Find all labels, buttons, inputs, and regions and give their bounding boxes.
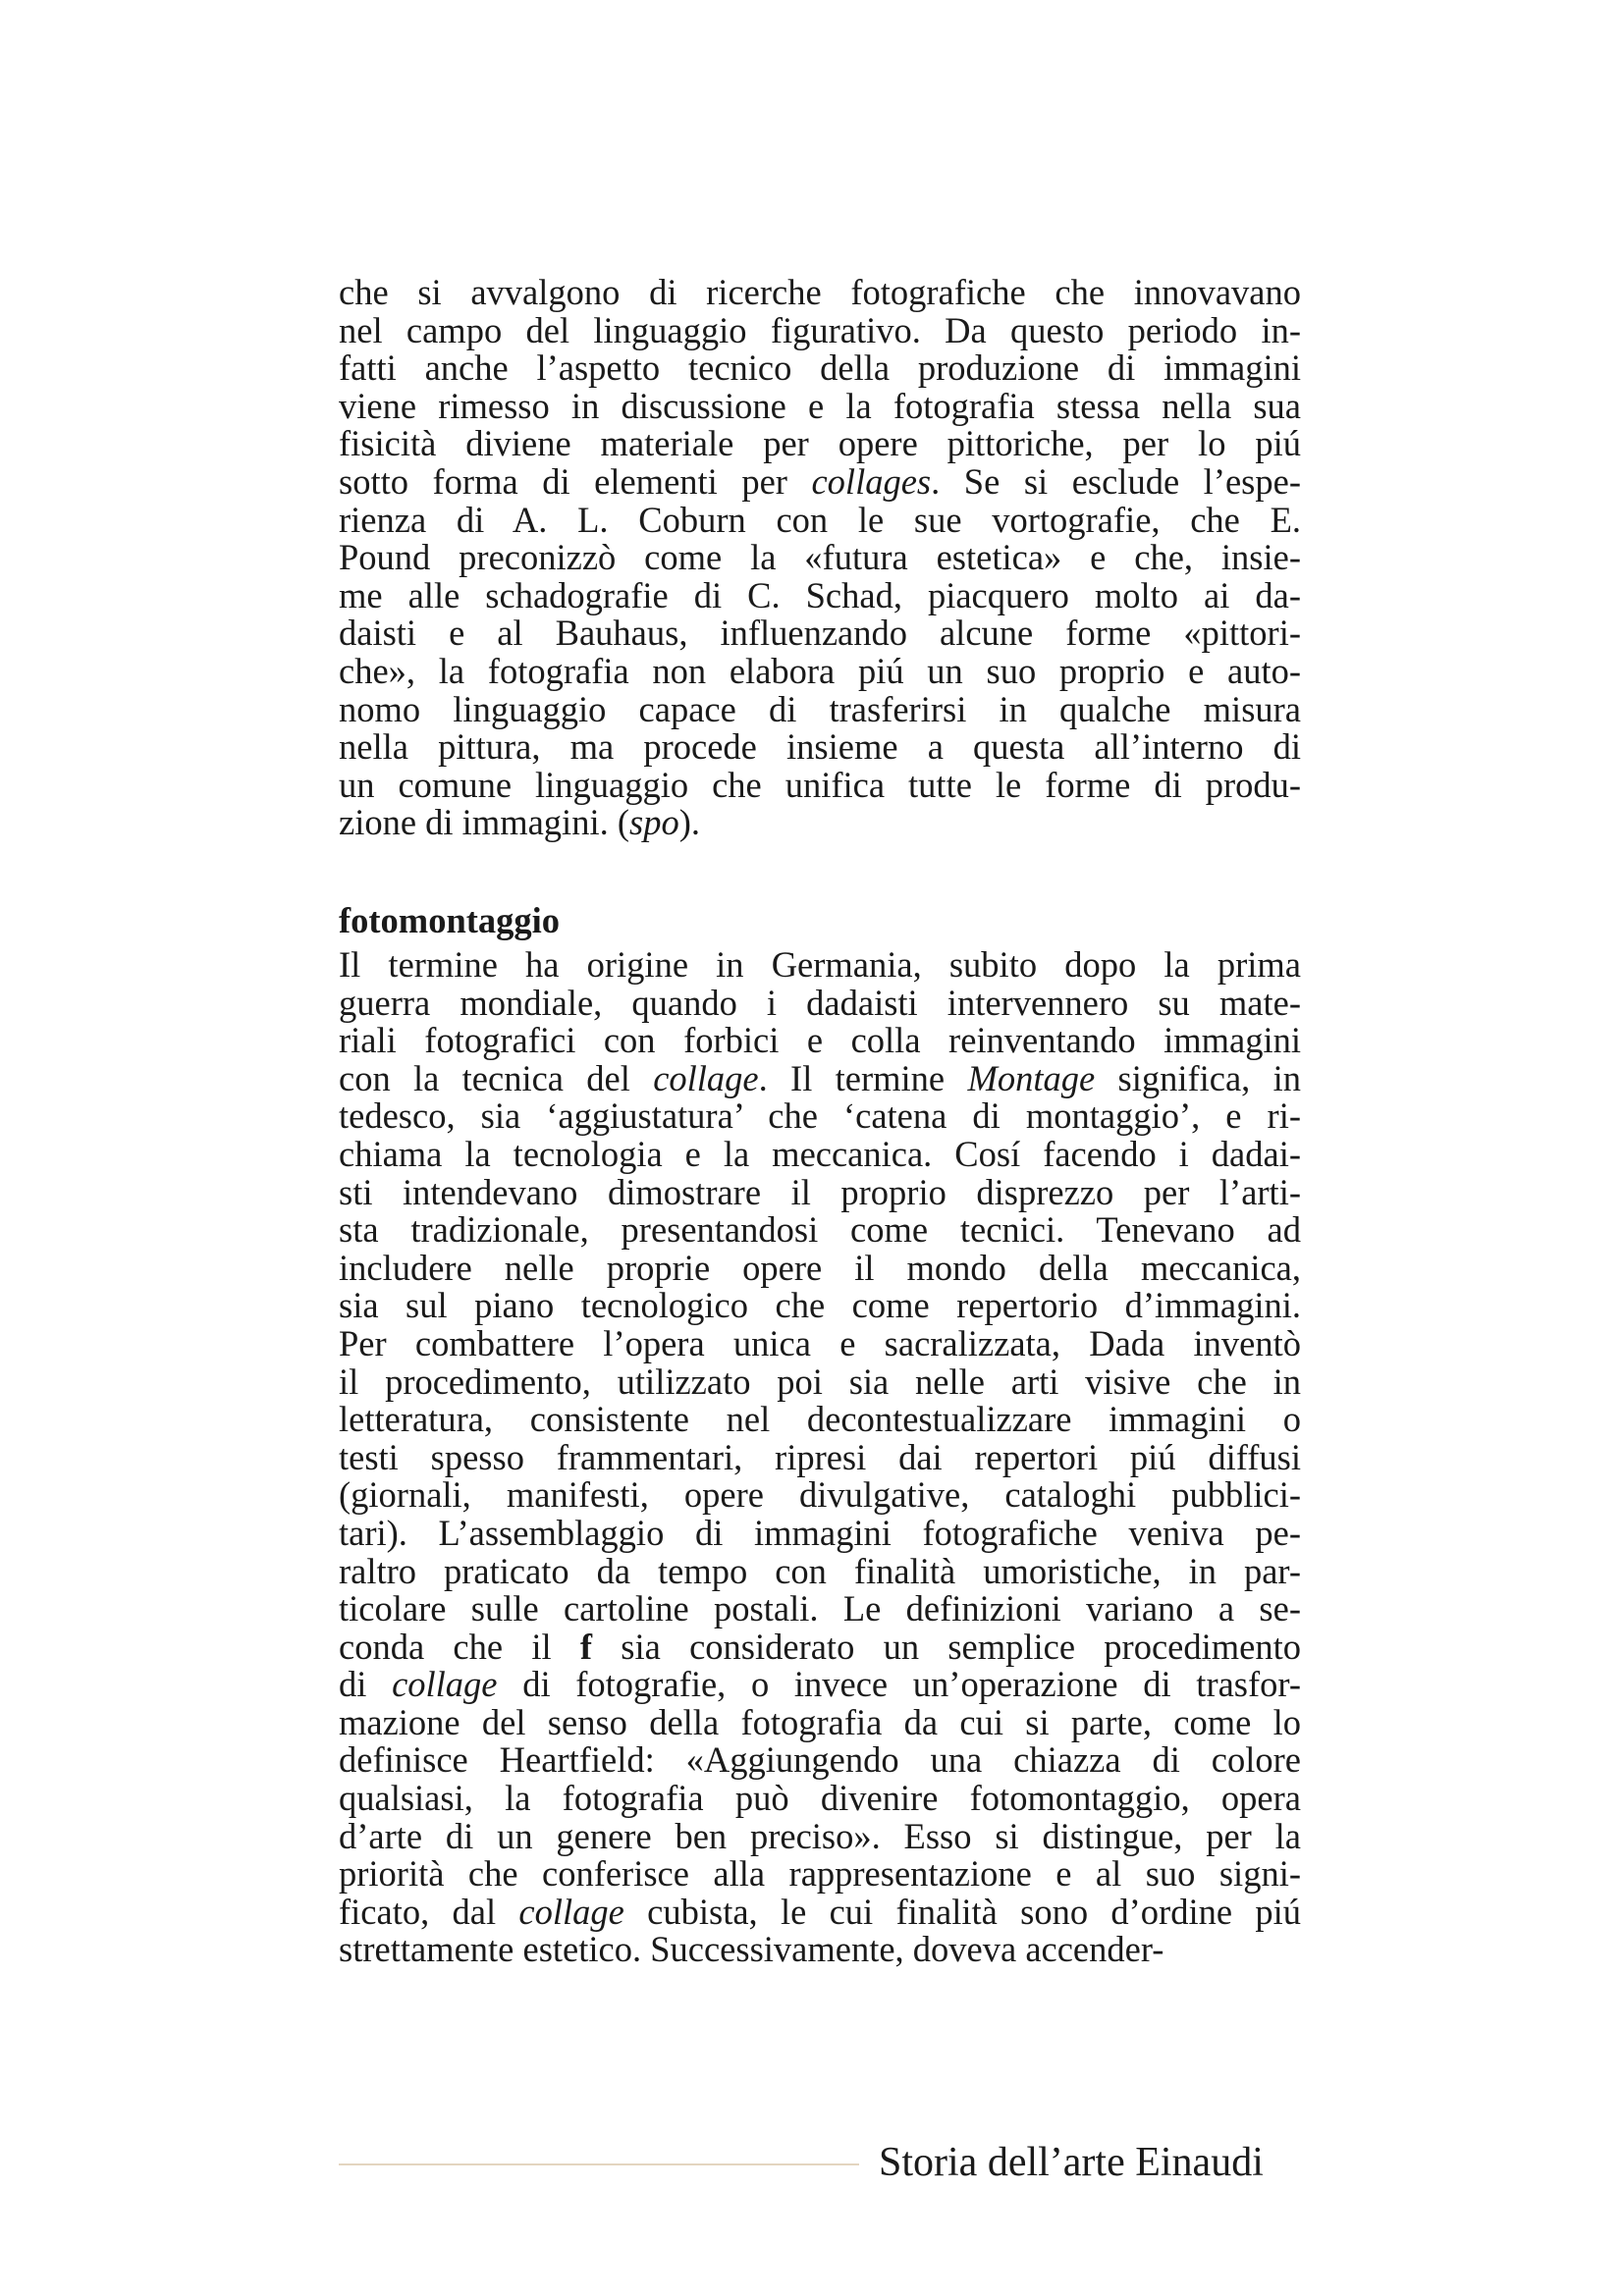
text-line: daisti e al Bauhaus, influenzando alcune forme «pittori- xyxy=(339,613,1301,654)
text-line: qualsiasi, la fotografia può divenire fotomontaggio, opera xyxy=(339,1778,1301,1819)
text-line: zione di immagini. (spo). xyxy=(339,802,700,843)
text-line: sti intendevano dimostrare il proprio disprezzo per l’arti- xyxy=(339,1171,1301,1212)
text-line: chiama la tecnologia e la meccanica. Cosí facendo i dadai- xyxy=(339,1133,1301,1174)
footer-book-title: Storia dell’arte Einaudi xyxy=(879,2140,1264,2185)
text-line: il procedimento, utilizzato poi sia nelle arti visive che in xyxy=(339,1361,1301,1402)
text-line: (giornali, manifesti, opere divulgative, cataloghi pubblici- xyxy=(339,1474,1301,1516)
text-line: definisce Heartfield: «Aggiungendo una chiazza di colore xyxy=(339,1739,1301,1781)
text-line: rienza di A. L. Coburn con le sue vortografie, che E. xyxy=(339,499,1301,540)
footer-divider xyxy=(339,2163,859,2165)
text-line: includere nelle proprie opere il mondo della meccanica, xyxy=(339,1247,1301,1288)
paragraph-continuation xyxy=(339,274,1301,842)
entry-body-fotomontaggio xyxy=(339,946,1301,1969)
text-line: che si avvalgono di ricerche fotografiche che innovavano xyxy=(339,272,1301,312)
text-line: con la tecnica del collage. Il termine Montage significa, in xyxy=(339,1057,1301,1098)
text-line: testi spesso frammentari, ripresi dai repertori piú diffusi xyxy=(339,1436,1301,1477)
text-line: mazione del senso della fotografia da cui si parte, come lo xyxy=(339,1701,1301,1742)
text-line: letteratura, consistente nel decontestualizzare immagini o xyxy=(339,1399,1301,1440)
text-line: strettamente estetico. Successivamente, doveva accender- xyxy=(339,1929,1164,1970)
entry-heading: fotomontaggio xyxy=(339,900,561,940)
text-line: fatti anche l’aspetto tecnico della produzione di immagini xyxy=(339,347,1301,389)
text-line: d’arte di un genere ben preciso». Esso si distingue, per la xyxy=(339,1815,1301,1856)
text-line: me alle schadografie di C. Schad, piacquero molto ai da- xyxy=(339,574,1301,615)
text-line: ficato, dal collage cubista, le cui finalità sono d’ordine piú xyxy=(339,1891,1301,1932)
text-line: sta tradizionale, presentandosi come tecnici. Tenevano ad xyxy=(339,1209,1301,1251)
text-line: guerra mondiale, quando i dadaisti intervennero su mate- xyxy=(339,982,1301,1023)
text-line: Per combattere l’opera unica e sacralizzata, Dada inventò xyxy=(339,1322,1301,1363)
text-line: nella pittura, ma procede insieme a questa all’interno di xyxy=(339,726,1301,768)
text-line: raltro praticato da tempo con finalità umoristiche, in par- xyxy=(339,1550,1301,1591)
text-line: di collage di fotografie, o invece un’operazione di trasfor- xyxy=(339,1664,1301,1705)
text-line: ticolare sulle cartoline postali. Le definizioni variano a se- xyxy=(339,1588,1301,1629)
text-line: Il termine ha origine in Germania, subito dopo la prima xyxy=(339,944,1301,985)
text-line: conda che il f sia considerato un semplice procedimento xyxy=(339,1626,1301,1667)
text-line: sia sul piano tecnologico che come repertorio d’immagini. xyxy=(339,1285,1301,1326)
text-line: priorità che conferisce alla rappresentazione e al suo signi- xyxy=(339,1853,1301,1895)
text-line: nel campo del linguaggio figurativo. Da questo periodo in- xyxy=(339,309,1301,350)
text-line: che», la fotografia non elabora piú un suo proprio e auto- xyxy=(339,650,1301,691)
text-line: viene rimesso in discussione e la fotografia stessa nella sua xyxy=(339,385,1301,426)
text-line: sotto forma di elementi per collages. Se si esclude l’espe- xyxy=(339,460,1301,502)
text-line: un comune linguaggio che unifica tutte le forme di produ- xyxy=(339,764,1301,805)
text-line: Pound preconizzò come la «futura estetica» e che, insie- xyxy=(339,537,1301,578)
text-line: nomo linguaggio capace di trasferirsi in qualche misura xyxy=(339,688,1301,729)
text-line: riali fotografici con forbici e colla reinventando immagini xyxy=(339,1020,1301,1061)
text-line: tedesco, sia ‘aggiustatura’ che ‘catena di montaggio’, e ri- xyxy=(339,1095,1301,1137)
text-line: tari). L’assemblaggio di immagini fotografiche veniva pe- xyxy=(339,1512,1301,1553)
text-line: fisicità diviene materiale per opere pittoriche, per lo piú xyxy=(339,423,1301,464)
